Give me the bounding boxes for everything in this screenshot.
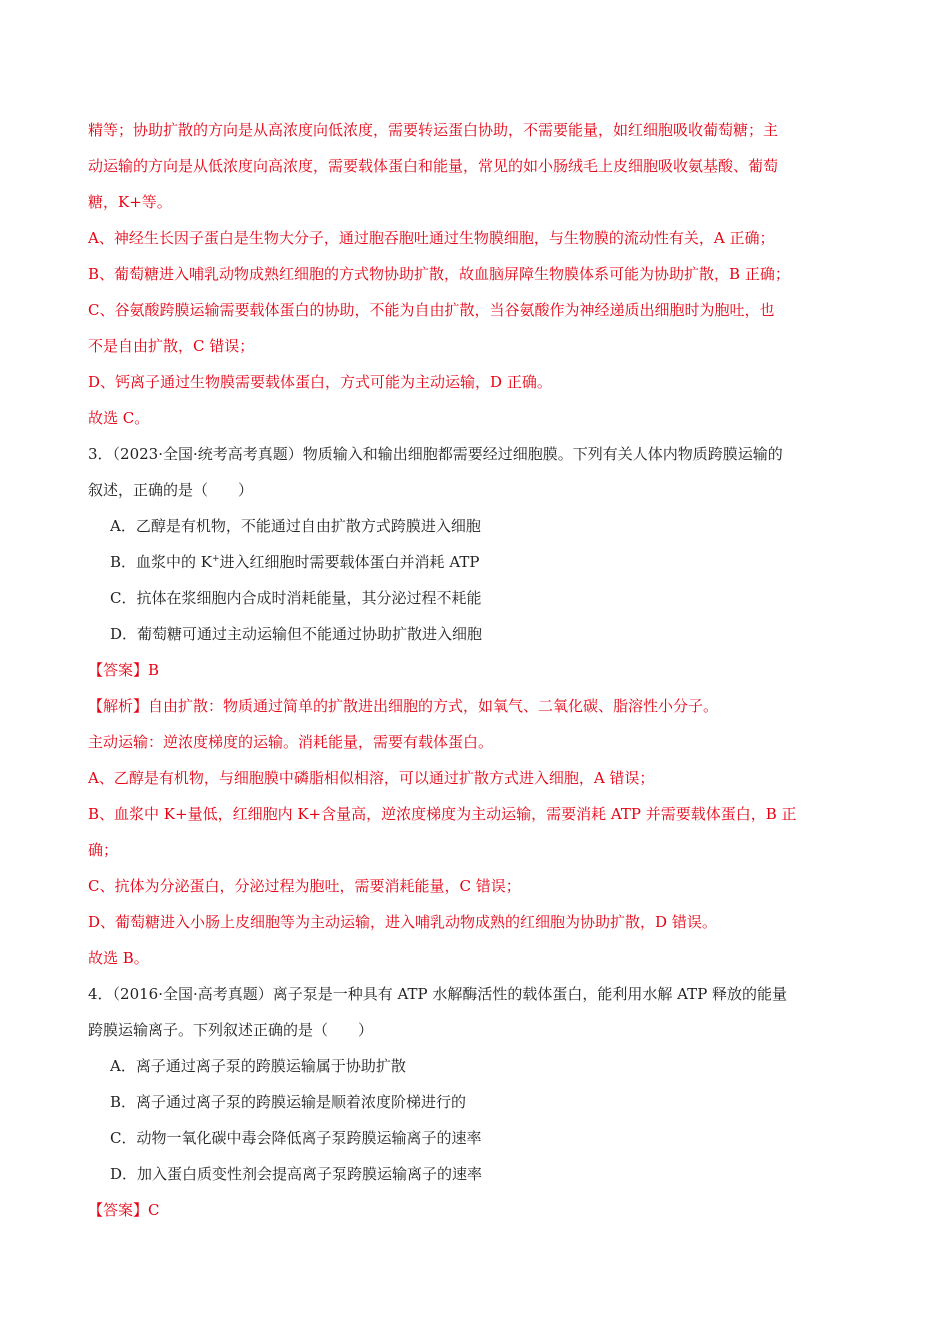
q3-option-b bbox=[88, 544, 864, 580]
q2-explanation-line: 不是自由扩散，C 错误； bbox=[88, 337, 255, 355]
document-page bbox=[88, 112, 864, 1228]
q4-option-a: A．离子通过离子泵的跨膜运输属于协助扩散 bbox=[110, 1057, 406, 1075]
q2-explanation-line: 糖，K+等。 bbox=[88, 193, 172, 211]
q2-explanation-line: 动运输的方向是从低浓度向高浓度，需要载体蛋白和能量，常见的如小肠绒毛上皮细胞吸收氨基酸、葡萄 bbox=[88, 157, 779, 175]
q3-explanation-line: C、抗体为分泌蛋白，分泌过程为胞吐，需要消耗能量，C 错误； bbox=[88, 877, 521, 895]
q4-stem: 跨膜运输离子。下列叙述正确的是（ ） bbox=[88, 1021, 374, 1039]
q4-stem: 4．（2016·全国·高考真题）离子泵是一种具有 ATP 水解酶活性的载体蛋白，能利用水解 ATP 释放的能量 bbox=[88, 985, 788, 1003]
q3-answer: 【答案】B bbox=[88, 661, 160, 679]
q3-explanation-line: B、血浆中 K+量低，红细胞内 K+含量高，逆浓度梯度为主动运输，需要消耗 ATP 并需要载体蛋白，B 正 bbox=[88, 805, 797, 823]
q3-explanation-line: A、乙醇是有机物，与细胞膜中磷脂相似相溶，可以通过扩散方式进入细胞，A 错误； bbox=[88, 769, 655, 787]
q4-option-b: B．离子通过离子泵的跨膜运输是顺着浓度阶梯进行的 bbox=[110, 1093, 467, 1111]
q4-option-c: C．动物一氧化碳中毒会降低离子泵跨膜运输离子的速率 bbox=[110, 1129, 482, 1147]
q4-option-d: D．加入蛋白质变性剂会提高离子泵跨膜运输离子的速率 bbox=[110, 1165, 483, 1183]
q3-option-c: C．抗体在浆细胞内合成时消耗能量，其分泌过程不耗能 bbox=[110, 589, 482, 607]
q2-explanation-line: D、钙离子通过生物膜需要载体蛋白，方式可能为主动运输，D 正确。 bbox=[88, 373, 552, 391]
q3-stem: 叙述，正确的是（ ） bbox=[88, 481, 254, 499]
q3-option-b-text: B．血浆中的 K bbox=[110, 553, 212, 571]
q4-answer: 【答案】C bbox=[88, 1201, 160, 1219]
q3-explanation-line: 确； bbox=[88, 841, 119, 859]
q3-conclusion: 故选 B。 bbox=[88, 949, 149, 967]
q2-explanation-line: B、葡萄糖进入哺乳动物成熟红细胞的方式物协助扩散，故血脑屏障生物膜体系可能为协助扩散，B 正确； bbox=[88, 265, 790, 283]
q3-stem: 3．（2023·全国·统考高考真题）物质输入和输出细胞都需要经过细胞膜。下列有关人体内物质跨膜运输的 bbox=[88, 445, 783, 463]
q3-option-d: D．葡萄糖可通过主动运输但不能通过协助扩散进入细胞 bbox=[110, 625, 483, 643]
q3-option-a: A．乙醇是有机物，不能通过自由扩散方式跨膜进入细胞 bbox=[110, 517, 481, 535]
q2-explanation-line: 精等；协助扩散的方向是从高浓度向低浓度，需要转运蛋白协助，不需要能量，如红细胞吸收葡萄糖；主 bbox=[88, 121, 779, 139]
q2-explanation-line: C、谷氨酸跨膜运输需要载体蛋白的协助，不能为自由扩散，当谷氨酸作为神经递质出细胞时为胞吐，也 bbox=[88, 301, 775, 319]
q3-explanation-line: 主动运输：逆浓度梯度的运输。消耗能量，需要有载体蛋白。 bbox=[88, 733, 494, 751]
q3-explanation-line: 【解析】自由扩散：物质通过简单的扩散进出细胞的方式，如氧气、二氧化碳、脂溶性小分子。 bbox=[88, 697, 719, 715]
q3-option-b-superscript: + bbox=[212, 554, 220, 564]
q2-explanation-line: A、神经生长因子蛋白是生物大分子，通过胞吞胞吐通过生物膜细胞，与生物膜的流动性有关，A 正确； bbox=[88, 229, 775, 247]
q3-option-b-text-rest: 进入红细胞时需要载体蛋白并消耗 ATP bbox=[219, 553, 480, 571]
q3-explanation-line: D、葡萄糖进入小肠上皮细胞等为主动运输，进入哺乳动物成熟的红细胞为协助扩散，D 错误。 bbox=[88, 913, 717, 931]
q2-conclusion: 故选 C。 bbox=[88, 409, 150, 427]
